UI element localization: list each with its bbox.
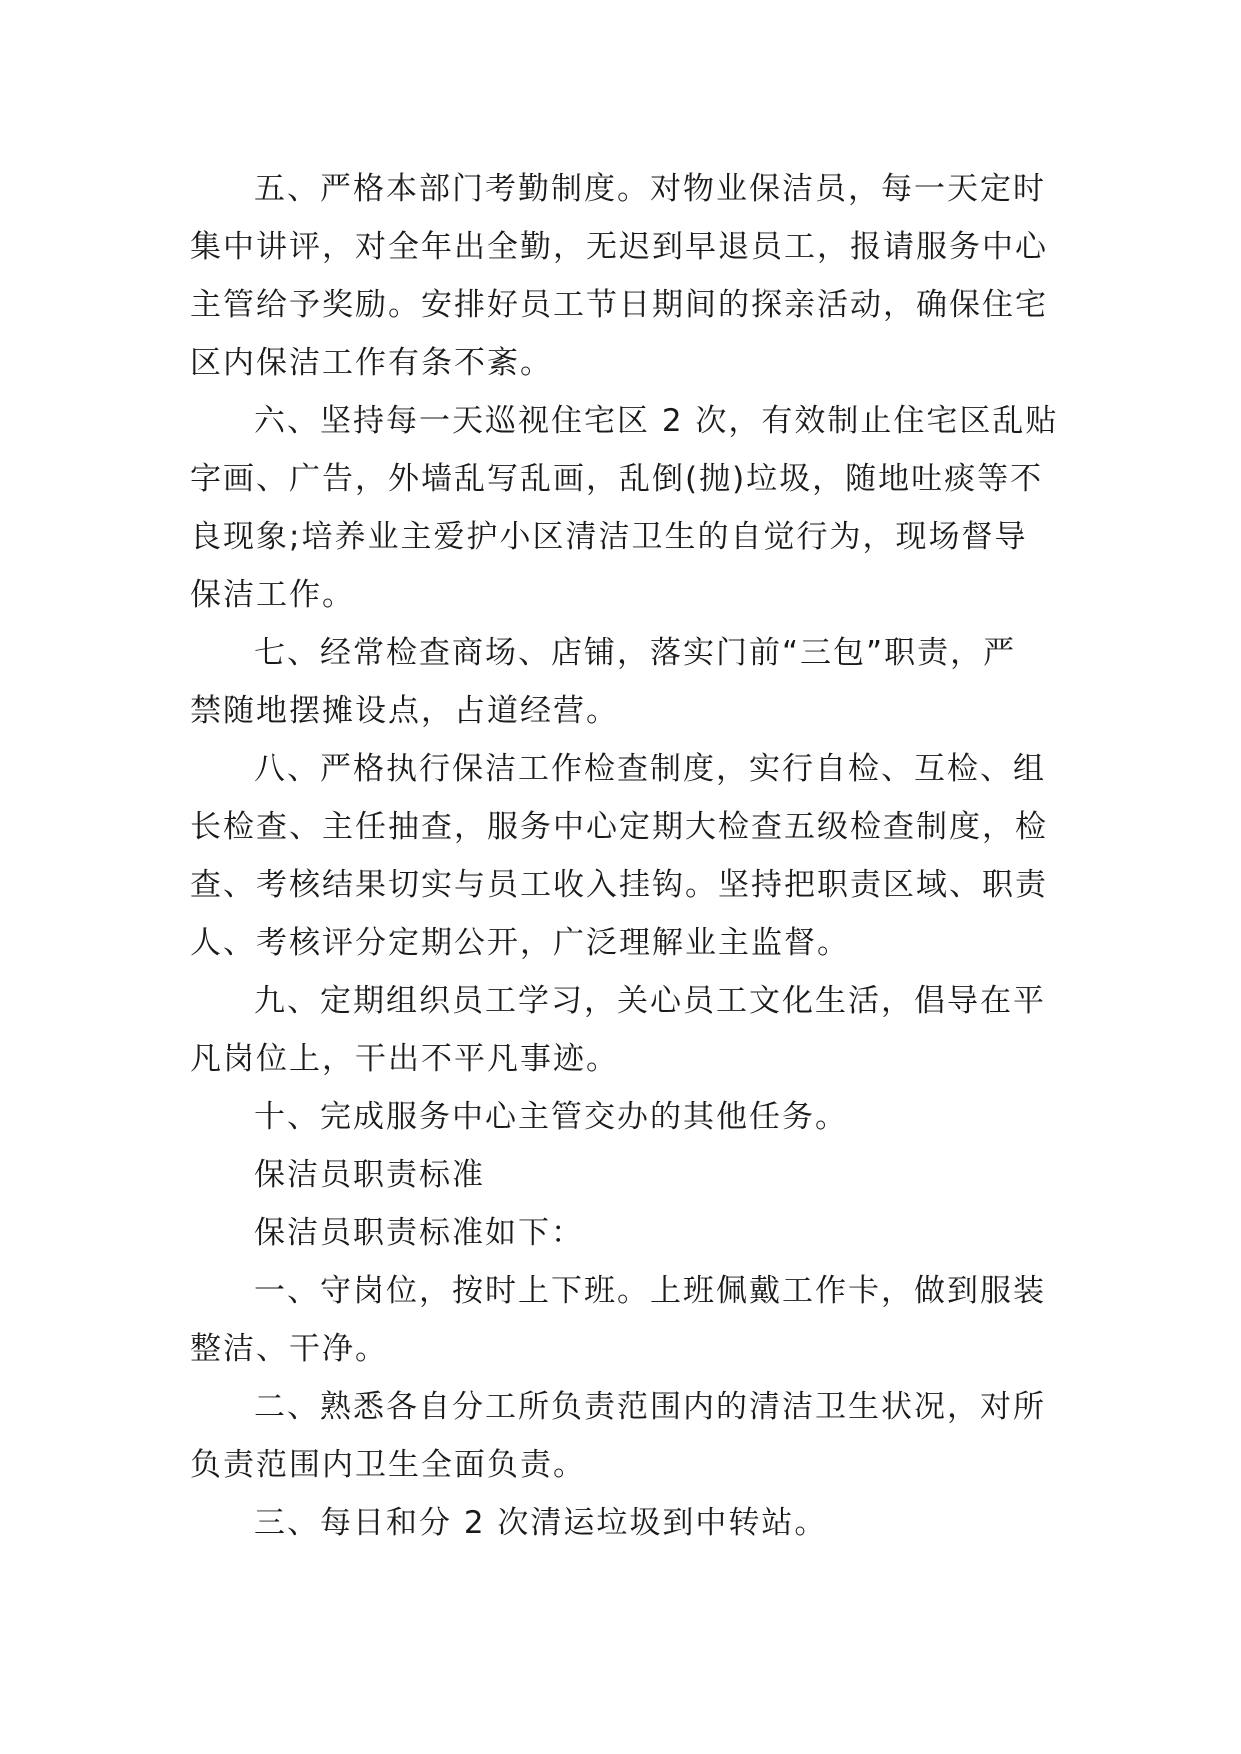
paragraph: [190, 1494, 1050, 1552]
text-line: 保洁员职责标准: [254, 1157, 485, 1193]
paragraph: [190, 1204, 1050, 1262]
text-line: 负责范围内卫生全面负责。: [190, 1447, 586, 1483]
text-line: 主管给予奖励。安排好员工节日期间的探亲活动，确保住宅: [190, 287, 1048, 323]
text-line: 凡岗位上，干出不平凡事迹。: [190, 1041, 619, 1077]
paragraph: [190, 624, 1050, 740]
text-line: 整洁、干净。: [190, 1331, 388, 1367]
text-line: 查、考核结果切实与员工收入挂钩。坚持把职责区域、职责: [190, 867, 1048, 903]
paragraph: [190, 972, 1050, 1088]
text-line: 保洁员职责标准如下：: [254, 1215, 584, 1251]
text-line: 保洁工作。: [190, 577, 355, 613]
text-line: 九、定期组织员工学习，关心员工文化生活，倡导在平: [254, 983, 1046, 1019]
text-line: 字画、广告，外墙乱写乱画，乱倒(抛)垃圾，随地吐痰等不: [190, 461, 1044, 497]
document-page: [190, 160, 1059, 1552]
text-line: 六、坚持每一天巡视住宅区 2 次，有效制止住宅区乱贴: [254, 403, 1059, 439]
paragraph: [190, 1262, 1050, 1378]
text-line: 良现象;培养业主爱护小区清洁卫生的自觉行为，现场督导: [190, 519, 1028, 555]
text-line: 集中讲评，对全年出全勤，无迟到早退员工，报请服务中心: [190, 229, 1048, 265]
paragraph: [190, 160, 1050, 392]
paragraph: [190, 1378, 1050, 1494]
text-line: 长检查、主任抽查，服务中心定期大检查五级检查制度，检: [190, 809, 1048, 845]
text-line: 一、守岗位，按时上下班。上班佩戴工作卡，做到服装: [254, 1273, 1046, 1309]
paragraph: [190, 740, 1050, 972]
text-line: 五、严格本部门考勤制度。对物业保洁员，每一天定时: [254, 171, 1046, 207]
text-line: 二、熟悉各自分工所负责范围内的清洁卫生状况，对所: [254, 1389, 1046, 1425]
text-line: 七、经常检查商场、店铺，落实门前“三包”职责，严: [254, 635, 1017, 671]
text-line: 十、完成服务中心主管交办的其他任务。: [254, 1099, 848, 1135]
text-line: 禁随地摆摊设点，占道经营。: [190, 693, 619, 729]
text-line: 人、考核评分定期公开，广泛理解业主监督。: [190, 925, 850, 961]
text-line: 三、每日和分 2 次清运垃圾到中转站。: [254, 1505, 828, 1541]
text-line: 区内保洁工作有条不紊。: [190, 345, 553, 381]
paragraph: [190, 392, 1059, 624]
section-heading: [190, 1146, 1050, 1204]
text-line: 八、严格执行保洁工作检查制度，实行自检、互检、组: [254, 751, 1046, 787]
paragraph: [190, 1088, 1050, 1146]
